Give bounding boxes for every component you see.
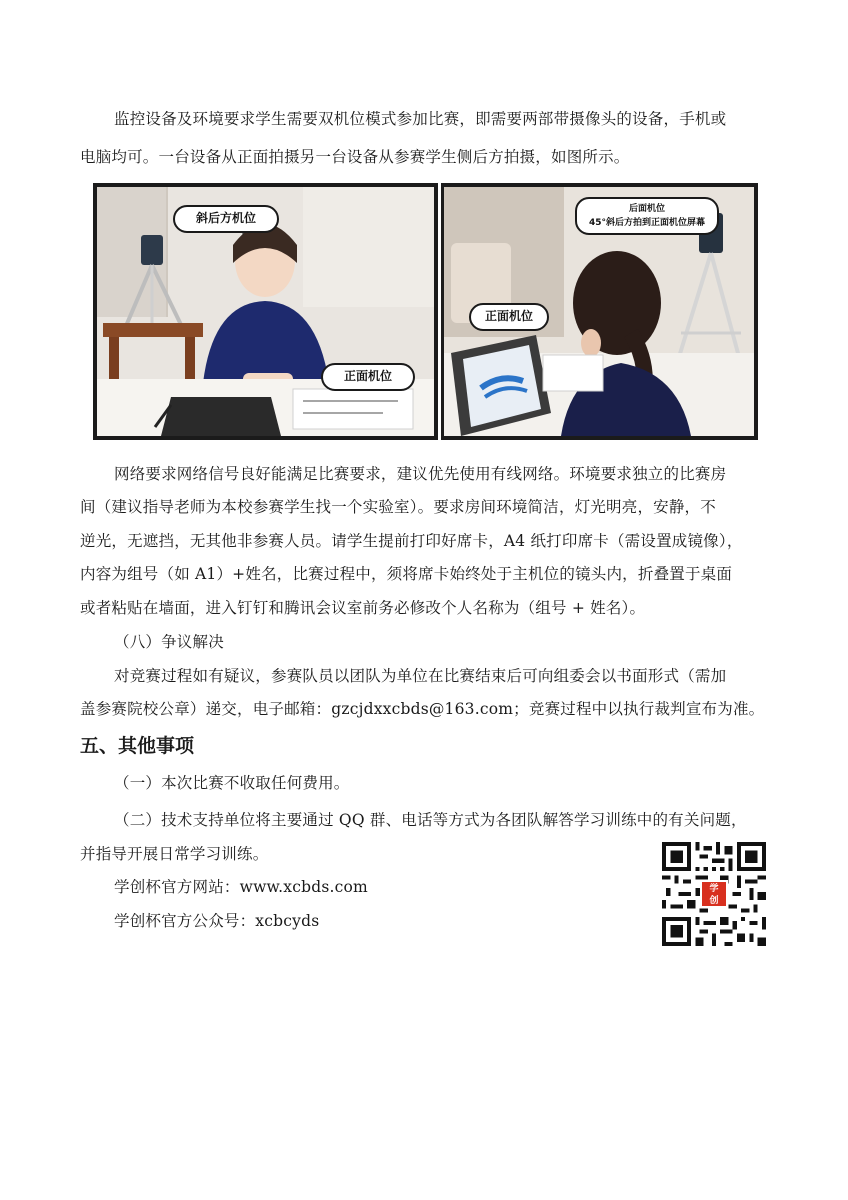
list-item: （二）技术支持单位将主要通过 QQ 群、电话等方式为各团队解答学习训练中的有关问题， — [114, 811, 747, 829]
text-line: 电脑均可。一台设备从正面拍摄另一台设备从参赛学生侧后方拍摄，如图所示。 — [80, 148, 630, 166]
text-line: 网络要求网络信号良好能满足比赛要求，建议优先使用有线网络。环境要求独立的比赛房 — [114, 465, 727, 483]
list-item: （一）本次比赛不收取任何费用。 — [114, 774, 350, 792]
front-camera-callout: 正面机位 — [321, 363, 415, 391]
subsection-title: （八）争议解决 — [114, 633, 224, 651]
text-line: 并指导开展日常学习训练。 — [80, 845, 269, 863]
qr-code — [662, 842, 766, 946]
rear-camera-callout: 斜后方机位 — [173, 205, 279, 233]
front-camera-photo — [93, 183, 438, 440]
text-line: 间（建议指导老师为本校参赛学生找一个实验室）。要求房间环境简洁，灯光明亮，安静，不 — [80, 498, 716, 516]
rear-camera-callout — [575, 197, 719, 235]
callout-subtitle: 45°斜后方拍到正面机位屏幕 — [588, 218, 706, 228]
text-line: 或者粘贴在墙面，进入钉钉和腾讯会议室前务必修改个人名称为（组号 + 姓名）。 — [80, 599, 646, 617]
text-line: 逆光，无遮挡，无其他非参赛人员。请学生提前打印好席卡，A4 纸打印席卡（需设置成镜像）， — [80, 532, 743, 550]
qr-logo — [700, 880, 728, 908]
qr-logo-char: 创 — [709, 896, 719, 906]
website-line: 学创杯官方网站：www.xcbds.com — [114, 878, 368, 896]
text-line: 对竞赛过程如有疑议，参赛队员以团队为单位在比赛结束后可向组委会以书面形式（需加 — [114, 667, 727, 685]
text-line: 盖参赛院校公章）递交，电子邮箱：gzcjdxxcbds@163.com；竞赛过程中以执行裁判宣布为准。 — [80, 700, 765, 718]
section-heading: 五、其他事项 — [80, 735, 195, 757]
text-line: 内容为组号（如 A1）+姓名，比赛过程中，须将席卡始终处于主机位的镜头内，折叠置于桌面 — [80, 565, 733, 583]
rear-camera-photo — [441, 183, 758, 440]
wechat-account-line: 学创杯官方公众号：xcbcyds — [114, 912, 320, 930]
text-line: 监控设备及环境要求学生需要双机位模式参加比赛，即需要两部带摄像头的设备，手机或 — [114, 110, 727, 128]
qr-logo-char: 学 — [709, 884, 719, 894]
front-camera-callout: 正面机位 — [469, 303, 549, 331]
callout-title: 后面机位 — [628, 204, 665, 214]
